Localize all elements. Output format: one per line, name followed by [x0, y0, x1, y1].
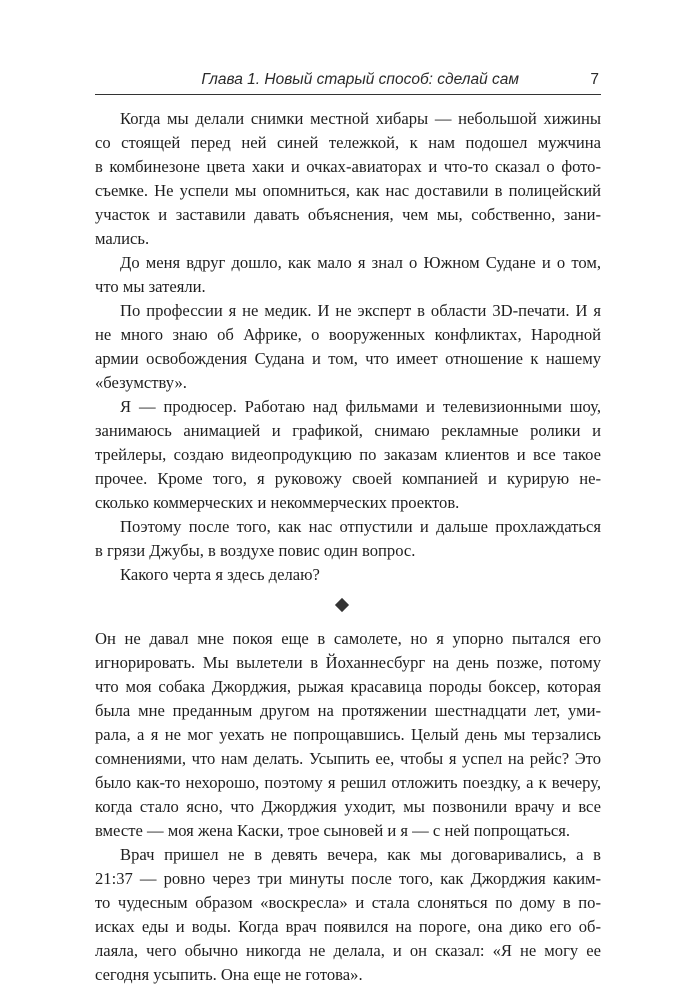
text-line: игнорировать. Мы вылетели в Йоханнесбург на день позже, потому [95, 653, 601, 672]
section-break-diamond-icon [335, 598, 349, 612]
text-line: что моя собака Джорджия, рыжая красавица породы боксер, которая [95, 677, 601, 696]
text-line: сегодня усыпить. Она еще не готова». [95, 965, 363, 984]
text-line: Какого черта я здесь делаю? [120, 565, 320, 584]
text-line: было как-то нехорошо, поэтому я решил отложить поездку, а к вечеру, [95, 773, 601, 792]
text-line: что мы затеяли. [95, 277, 206, 296]
text-line: лаяла, чего обычно никогда не делала, и он сказал: «Я не могу ее [95, 941, 601, 960]
text-line: не много знаю об Африке, о вооруженных конфликтах, Народной [95, 325, 601, 344]
text-line: когда стало ясно, что Джорджия уходит, мы позвонили врачу и все [95, 797, 601, 816]
text-line: занимаюсь анимацией и графикой, снимаю рекламные ролики и [95, 421, 601, 440]
text-line: в комбинезоне цвета хаки и очках-авиаторах и что-то сказал о фото- [95, 157, 601, 176]
chapter-title: Глава 1. Новый старый способ: сделай сам [201, 71, 519, 88]
text-line: вместе — моя жена Каски, трое сыновей и я — с ней попрощаться. [95, 821, 571, 840]
text-line: прочее. Кроме того, я руковожу своей компанией и курирую не- [95, 469, 601, 488]
running-header [95, 70, 601, 95]
text-line: армии освобождения Судана и том, что имеет отношение к нашему [95, 349, 601, 368]
text-line: сколько коммерческих и некоммерческих проектов. [95, 493, 460, 512]
text-line: сомнениями, что нам делать. Усыпить ее, чтобы я успел на рейс? Это [95, 749, 601, 768]
text-line: Поэтому после того, как нас отпустили и дальше прохлаждаться [120, 517, 601, 536]
text-line: то чудесным образом «воскресла» и стала слоняться по дому в по- [95, 893, 601, 912]
text-line: мались. [95, 229, 150, 248]
text-line: До меня вдруг дошло, как мало я знал о Южном Судане и о том, [120, 253, 601, 272]
text-line: исках еды и воды. Когда врач появился на пороге, она дико его об- [95, 917, 601, 936]
page-number: 7 [590, 71, 599, 88]
text-line: Я — продюсер. Работаю над фильмами и телевизионными шоу, [120, 397, 601, 416]
text-line: была мне преданным другом на протяжении шестнадцати лет, уми- [95, 701, 601, 720]
text-line: Врач пришел не в девять вечера, как мы договаривались, а в [120, 845, 601, 864]
text-line: в грязи Джубы, в воздухе повис один вопрос. [95, 541, 416, 560]
text-line: участок и заставили давать объяснения, чем мы, собственно, зани- [95, 205, 601, 224]
text-line: «безумству». [95, 373, 187, 392]
text-line: По профессии я не медик. И не эксперт в области 3D-печати. И я [120, 301, 601, 320]
text-line: съемке. Не успели мы опомниться, как нас доставили в полицейский [95, 181, 601, 200]
text-line: со стоящей перед ней синей тележкой, к нам подошел мужчина [95, 133, 601, 152]
text-line: Когда мы делали снимки местной хибары — небольшой хижины [120, 109, 601, 128]
text-line: Он не давал мне покоя еще в самолете, но я упорно пытался его [95, 629, 601, 648]
text-line: трейлеры, создаю видеопродукцию по заказам клиентов и все такое [95, 445, 601, 464]
text-line: рала, а я не мог уехать не попрощавшись. Целый день мы терзались [95, 725, 601, 744]
text-line: 21:37 — ровно через три минуты после того, как Джорджия каким- [95, 869, 601, 888]
